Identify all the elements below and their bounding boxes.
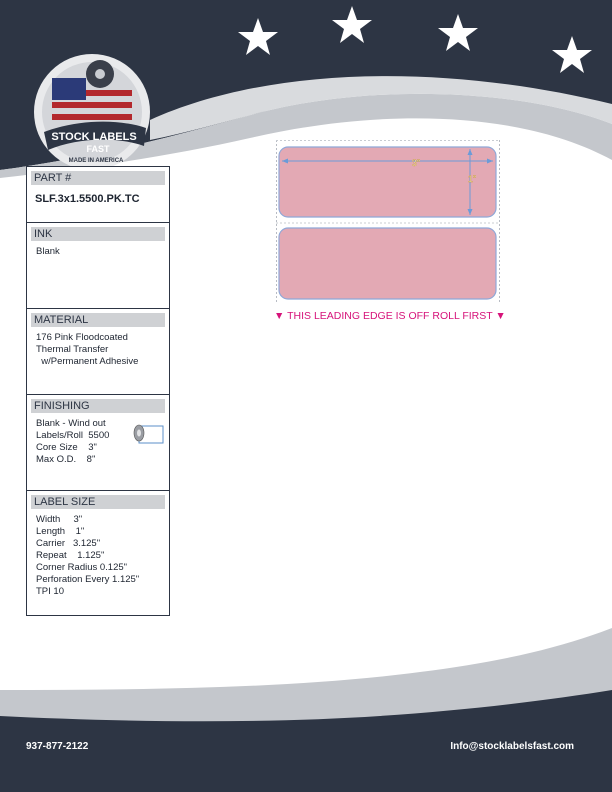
part-section bbox=[27, 167, 169, 223]
finishing-header: FINISHING bbox=[31, 399, 165, 413]
logo-text-fast: FAST bbox=[86, 144, 110, 154]
stock-labels-fast-logo bbox=[26, 50, 156, 170]
label-size-line: TPI 10 bbox=[36, 586, 64, 597]
label-size-section bbox=[27, 491, 169, 616]
material-line: w/Permanent Adhesive bbox=[36, 356, 139, 367]
finishing-line: Blank - Wind out bbox=[36, 418, 106, 429]
spec-panel bbox=[26, 166, 170, 616]
ink-section bbox=[27, 223, 169, 309]
part-header: PART # bbox=[31, 171, 165, 185]
label-size-line: Corner Radius 0.125" bbox=[36, 562, 128, 573]
label-layout-diagram bbox=[276, 140, 500, 305]
label-size-line: Width 3" bbox=[36, 514, 83, 525]
finishing-line: Core Size 3" bbox=[36, 442, 97, 453]
height-dimension-label: 1" bbox=[467, 174, 477, 184]
finishing-line: Labels/Roll 5500 bbox=[36, 430, 110, 441]
label-shape bbox=[279, 147, 496, 217]
ink-header: INK bbox=[31, 227, 165, 241]
footer-email[interactable]: Info@stocklabelsfast.com bbox=[450, 741, 574, 752]
label-roll-icon bbox=[131, 423, 165, 445]
material-line: Thermal Transfer bbox=[36, 344, 109, 355]
label-size-line: Perforation Every 1.125" bbox=[36, 574, 140, 585]
label-shape bbox=[279, 228, 496, 299]
part-number: SLF.3x1.5500.PK.TC bbox=[35, 193, 140, 205]
ink-line: Blank bbox=[36, 246, 60, 257]
leading-edge-note: ▼ THIS LEADING EDGE IS OFF ROLL FIRST ▼ bbox=[274, 310, 506, 322]
label-size-line: Carrier 3.125" bbox=[36, 538, 101, 549]
logo-text: STOCK LABELS bbox=[51, 131, 137, 143]
label-size-line: Length 1" bbox=[36, 526, 85, 537]
footer-phone: 937-877-2122 bbox=[26, 741, 89, 752]
logo-tagline: MADE IN AMERICA bbox=[68, 158, 124, 164]
material-header: MATERIAL bbox=[31, 313, 165, 327]
finishing-section bbox=[27, 395, 169, 491]
material-line: 176 Pink Floodcoated bbox=[36, 332, 128, 343]
material-section bbox=[27, 309, 169, 395]
width-dimension-label: 3" bbox=[411, 158, 421, 168]
label-size-header: LABEL SIZE bbox=[31, 495, 165, 509]
finishing-line: Max O.D. 8" bbox=[36, 454, 96, 465]
label-size-line: Repeat 1.125" bbox=[36, 550, 105, 561]
